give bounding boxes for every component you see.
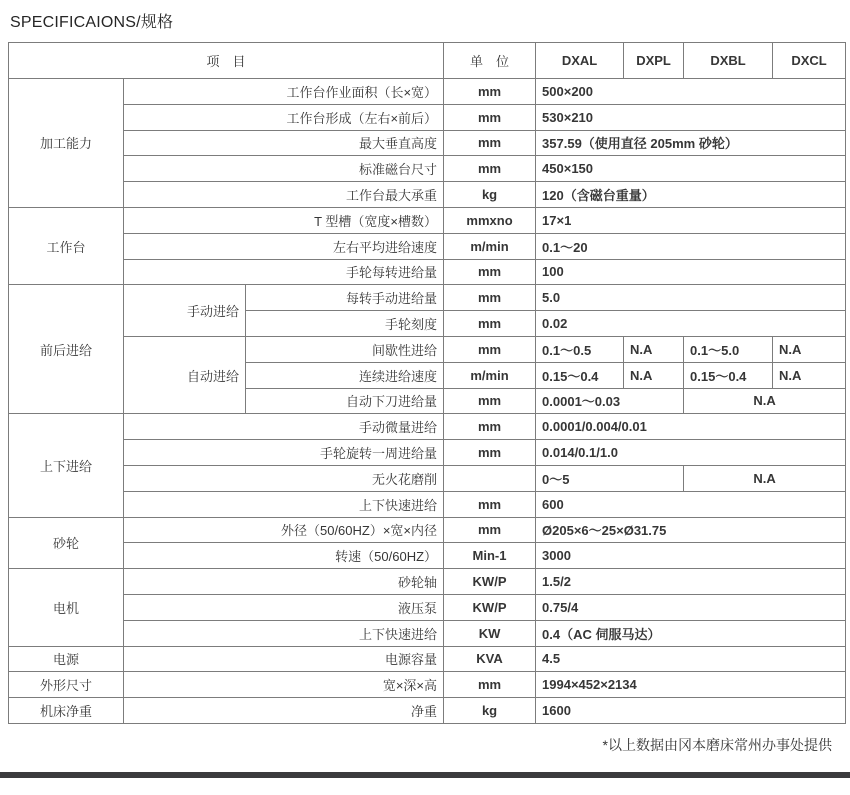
- category-cell: 砂轮: [9, 517, 124, 569]
- item-label-cell: T 型槽（宽度×槽数）: [124, 207, 444, 233]
- value-cell: 450×150: [536, 156, 846, 182]
- value-cell: 0.4（AC 伺服马达）: [536, 620, 846, 646]
- table-row: [9, 569, 846, 595]
- item-label-cell: 连续进给速度: [246, 362, 444, 388]
- item-label-cell: 手轮每转进给量: [124, 259, 444, 285]
- unit-cell: mm: [444, 414, 536, 440]
- category-cell: 前后进给: [9, 285, 124, 414]
- item-label-cell: 转速（50/60HZ）: [124, 543, 444, 569]
- subgroup-cell: 手动进给: [124, 285, 246, 337]
- header-model-dxcl: DXCL: [773, 43, 846, 79]
- unit-cell: mm: [444, 259, 536, 285]
- value-cell: N.A: [773, 362, 846, 388]
- item-label-cell: 自动下刀进给量: [246, 388, 444, 414]
- item-label-cell: 液压泵: [124, 594, 444, 620]
- category-cell: 外形尺寸: [9, 672, 124, 698]
- value-cell: 17×1: [536, 207, 846, 233]
- item-label-cell: 上下快速进给: [124, 491, 444, 517]
- table-row: [9, 79, 846, 105]
- header-model-dxpl: DXPL: [624, 43, 684, 79]
- unit-cell: mm: [444, 130, 536, 156]
- item-label-cell: 间歇性进给: [246, 336, 444, 362]
- category-cell: 工作台: [9, 207, 124, 284]
- item-label-cell: 手轮旋转一周进给量: [124, 440, 444, 466]
- value-cell: 0.15～0.4: [684, 362, 773, 388]
- unit-cell: mm: [444, 388, 536, 414]
- table-row: [9, 336, 846, 362]
- bottom-divider-bar: [0, 772, 850, 778]
- category-cell: 电机: [9, 569, 124, 646]
- table-row: [9, 207, 846, 233]
- unit-cell: m/min: [444, 362, 536, 388]
- item-label-cell: 手动微量进给: [124, 414, 444, 440]
- table-row: [9, 156, 846, 182]
- table-header-row: [9, 43, 846, 79]
- unit-cell: KW/P: [444, 594, 536, 620]
- data-source-footnote: *以上数据由冈本磨床常州办事处提供: [602, 737, 832, 753]
- unit-cell: mm: [444, 517, 536, 543]
- unit-cell: kg: [444, 182, 536, 208]
- value-cell: Ø205×6～25×Ø31.75: [536, 517, 846, 543]
- unit-cell: m/min: [444, 233, 536, 259]
- table-row: [9, 698, 846, 724]
- value-cell: 0.1～20: [536, 233, 846, 259]
- table-row: [9, 259, 846, 285]
- item-label-cell: 外径（50/60HZ）×宽×内径: [124, 517, 444, 543]
- value-cell: 0～5: [536, 465, 684, 491]
- value-cell: 0.014/0.1/1.0: [536, 440, 846, 466]
- unit-cell: Min-1: [444, 543, 536, 569]
- table-row: [9, 233, 846, 259]
- value-cell: 5.0: [536, 285, 846, 311]
- unit-cell: mm: [444, 104, 536, 130]
- table-row: [9, 620, 846, 646]
- item-label-cell: 最大垂直高度: [124, 130, 444, 156]
- value-cell: 120（含磁台重量）: [536, 182, 846, 208]
- value-cell: 4.5: [536, 646, 846, 672]
- value-cell: 1600: [536, 698, 846, 724]
- table-row: [9, 672, 846, 698]
- value-cell: N.A: [624, 362, 684, 388]
- table-row: [9, 182, 846, 208]
- category-cell: 电源: [9, 646, 124, 672]
- unit-cell: mm: [444, 336, 536, 362]
- category-cell: 机床净重: [9, 698, 124, 724]
- value-cell: 0.75/4: [536, 594, 846, 620]
- unit-cell: mm: [444, 672, 536, 698]
- item-label-cell: 左右平均进给速度: [124, 233, 444, 259]
- item-label-cell: 每转手动进给量: [246, 285, 444, 311]
- value-cell: 100: [536, 259, 846, 285]
- category-cell: 上下进给: [9, 414, 124, 517]
- subgroup-cell: 自动进给: [124, 336, 246, 413]
- header-unit-label: 单 位: [444, 43, 536, 79]
- item-label-cell: 电源容量: [124, 646, 444, 672]
- unit-cell: KW: [444, 620, 536, 646]
- unit-cell: mm: [444, 440, 536, 466]
- unit-cell: [444, 465, 536, 491]
- table-row: [9, 594, 846, 620]
- item-label-cell: 工作台作业面积（长×宽）: [124, 79, 444, 105]
- item-label-cell: 宽×深×高: [124, 672, 444, 698]
- table-row: [9, 414, 846, 440]
- value-cell: N.A: [684, 388, 846, 414]
- unit-cell: KVA: [444, 646, 536, 672]
- value-cell: 0.02: [536, 311, 846, 337]
- table-row: [9, 440, 846, 466]
- unit-cell: mm: [444, 311, 536, 337]
- value-cell: 1994×452×2134: [536, 672, 846, 698]
- table-row: [9, 104, 846, 130]
- table-row: [9, 465, 846, 491]
- value-cell: 0.1～0.5: [536, 336, 624, 362]
- value-cell: 0.0001/0.004/0.01: [536, 414, 846, 440]
- value-cell: 0.1～5.0: [684, 336, 773, 362]
- value-cell: 500×200: [536, 79, 846, 105]
- item-label-cell: 手轮刻度: [246, 311, 444, 337]
- header-model-dxal: DXAL: [536, 43, 624, 79]
- item-label-cell: 砂轮轴: [124, 569, 444, 595]
- item-label-cell: 工作台最大承重: [124, 182, 444, 208]
- item-label-cell: 无火花磨削: [124, 465, 444, 491]
- item-label-cell: 工作台形成（左右×前后）: [124, 104, 444, 130]
- table-row: [9, 130, 846, 156]
- item-label-cell: 上下快速进给: [124, 620, 444, 646]
- category-cell: 加工能力: [9, 79, 124, 208]
- table-row: [9, 543, 846, 569]
- unit-cell: KW/P: [444, 569, 536, 595]
- unit-cell: mm: [444, 156, 536, 182]
- value-cell: 1.5/2: [536, 569, 846, 595]
- value-cell: 600: [536, 491, 846, 517]
- header-item-label: 项 目: [9, 43, 444, 79]
- unit-cell: mm: [444, 491, 536, 517]
- spec-table: [8, 42, 846, 724]
- unit-cell: mm: [444, 285, 536, 311]
- table-row: [9, 285, 846, 311]
- value-cell: 3000: [536, 543, 846, 569]
- page-title: SPECIFICAIONS/规格: [10, 14, 174, 31]
- value-cell: 0.15～0.4: [536, 362, 624, 388]
- value-cell: N.A: [773, 336, 846, 362]
- value-cell: N.A: [624, 336, 684, 362]
- item-label-cell: 标准磁台尺寸: [124, 156, 444, 182]
- value-cell: 0.0001～0.03: [536, 388, 684, 414]
- value-cell: N.A: [684, 465, 846, 491]
- unit-cell: kg: [444, 698, 536, 724]
- value-cell: 357.59（使用直径 205mm 砂轮）: [536, 130, 846, 156]
- table-row: [9, 646, 846, 672]
- table-row: [9, 517, 846, 543]
- item-label-cell: 净重: [124, 698, 444, 724]
- unit-cell: mm: [444, 79, 536, 105]
- table-row: [9, 491, 846, 517]
- value-cell: 530×210: [536, 104, 846, 130]
- header-model-dxbl: DXBL: [684, 43, 773, 79]
- spec-table-body: [9, 43, 846, 724]
- unit-cell: mmxno: [444, 207, 536, 233]
